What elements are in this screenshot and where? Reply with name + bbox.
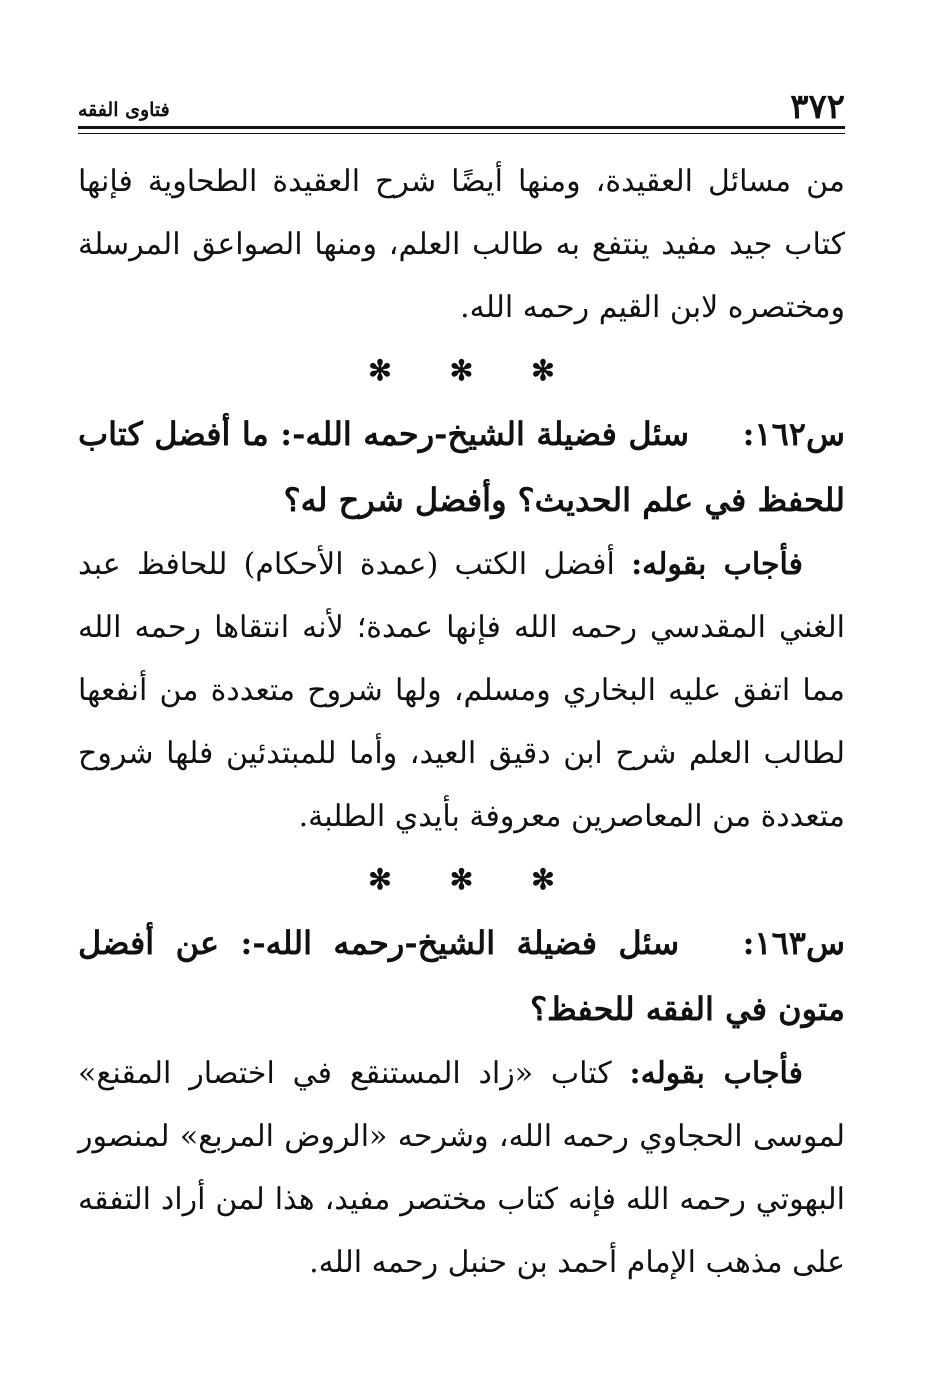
- running-header: [78, 84, 845, 129]
- question-163: [78, 910, 845, 1042]
- section-separator: [78, 339, 845, 401]
- answer-lead: فأجاب بقوله:: [631, 547, 803, 582]
- question-text: سئل فضيلة الشيخ-رحمه الله-: عن أفضل متون في الفقه للحفظ؟: [78, 924, 845, 1028]
- asterisk-icon: ✻: [531, 353, 555, 387]
- answer-lead: فأجاب بقوله:: [629, 1056, 803, 1091]
- intro-paragraph: من مسائل العقيدة، ومنها أيضًا شرح العقيدة الطحاوية فإنها كتاب جيد مفيد ينتفع به طالب العلم، ومنها الصواعق المرسلة ومختصره لابن القيم رحمه الله.: [78, 164, 845, 325]
- question-number: س١٦٣:: [742, 924, 845, 962]
- page-number: ٣٧٢: [790, 87, 845, 127]
- question-162: [78, 401, 845, 533]
- asterisk-icon: ✻: [368, 353, 392, 387]
- asterisk-icon: ✻: [368, 862, 392, 896]
- page-content: [78, 150, 845, 1294]
- book-title: فتاوى الفقه: [78, 99, 170, 121]
- answer-163: [78, 1042, 845, 1294]
- section-separator: [78, 848, 845, 910]
- asterisk-icon: ✻: [449, 862, 474, 896]
- question-text: سئل فضيلة الشيخ-رحمه الله-: ما أفضل كتاب للحفظ في علم الحديث؟ وأفضل شرح له؟: [78, 415, 845, 519]
- asterisk-icon: ✻: [449, 353, 474, 387]
- answer-text: كتاب «زاد المستنقع في اختصار المقنع» لموسى الحجاوي رحمه الله، وشرحه «الروض المربع» لمنصور البهوتي رحمه الله فإنه كتاب مختصر مفيد، هذا لمن أراد التفقه على مذهب الإمام أحمد بن حنبل رحمه الله.: [78, 1056, 845, 1280]
- question-number: س١٦٢:: [742, 415, 846, 453]
- answer-162: [78, 533, 845, 848]
- answer-text: أفضل الكتب (عمدة الأحكام) للحافظ عبد الغني المقدسي رحمه الله فإنها عمدة؛ لأنه انتقاها رحمه الله مما اتفق عليه البخاري ومسلم، ولها شروح متعددة من أنفعها لطالب العلم شرح ابن دقيق العيد، وأما للمبتدئين فلها شروح متعددة من المعاصرين معروفة بأيدي الطلبة.: [78, 547, 845, 834]
- asterisk-icon: ✻: [531, 862, 555, 896]
